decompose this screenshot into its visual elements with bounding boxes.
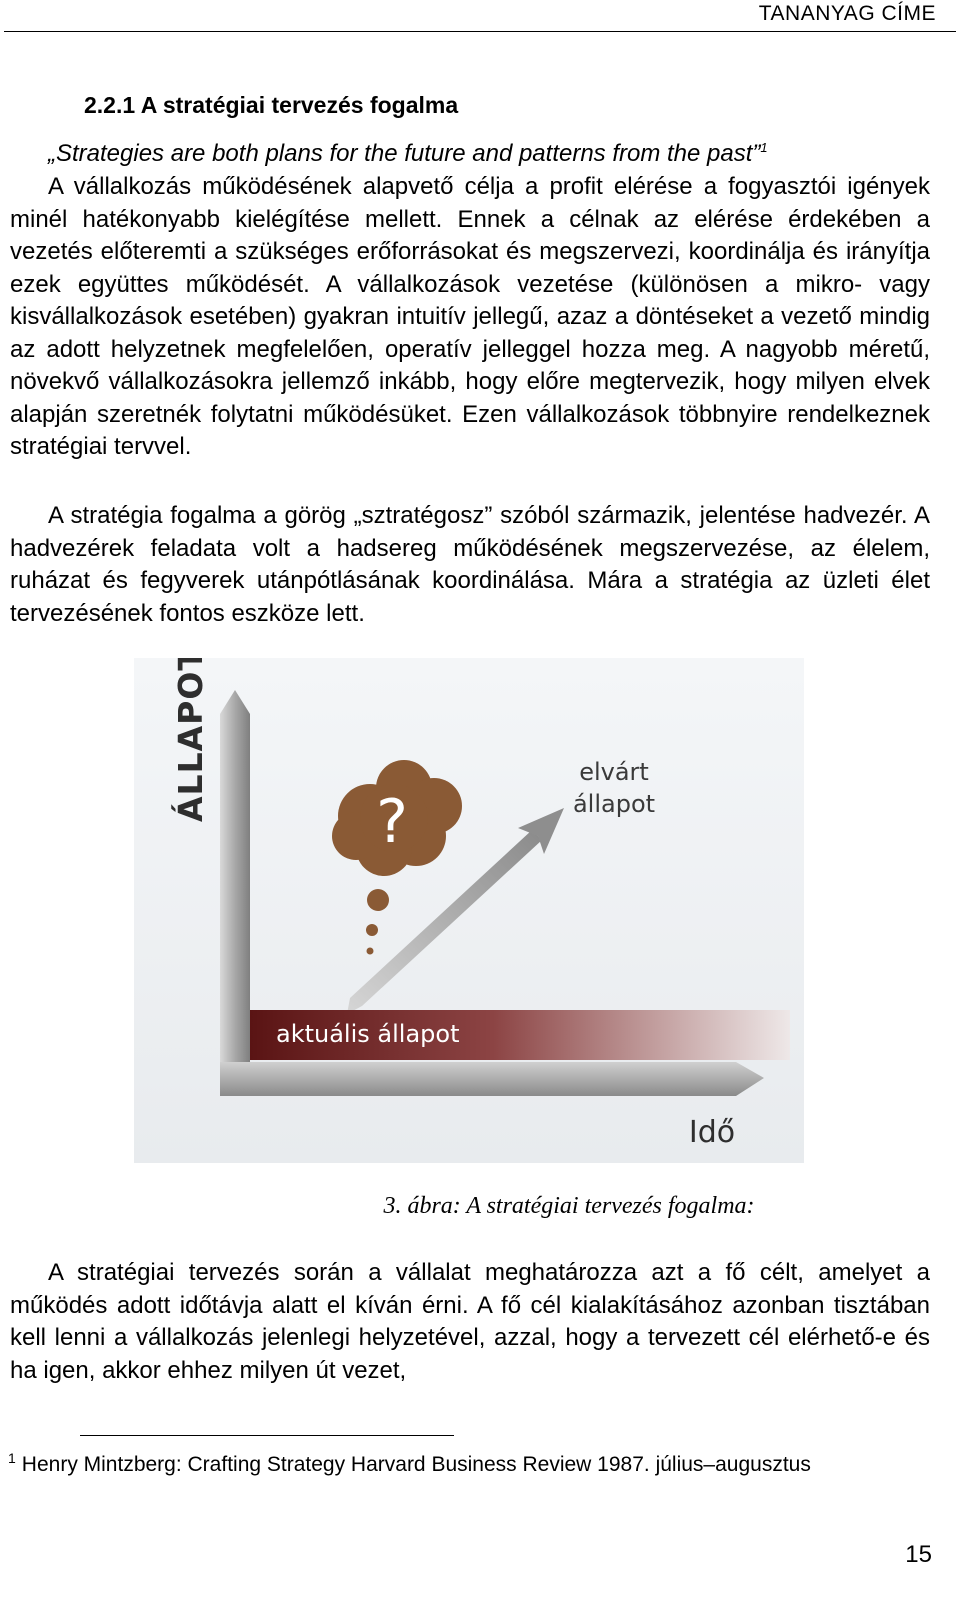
header-divider xyxy=(4,31,956,32)
target-state-label-line2: állapot xyxy=(572,790,656,818)
page-number: 15 xyxy=(905,1541,932,1568)
footnote-reference: 1 xyxy=(760,140,768,155)
figure-caption: 3. ábra: A stratégiai tervezés fogalma: xyxy=(383,1193,755,1219)
paragraph-intro-text: A vállalkozás működésének alapvető célja a profit elérése a fogyasztói igények minél hatékonyabb kielégítése mellett. Ennek a célnak az elérése érdekében a vezetés előteremti a szükséges erőforrásokat és megszervezi, koordinálja és irányítja ezek együttes működését. A vállalkozások vezetése (különösen a mikro- vagy kisvállalkozások esetében) gyakran intuitív jellegű, azaz a döntéseket a vezető mindig az adott helyzetnek megfelelően, operatív jelleggel hozza meg. A nagyobb méretű, növekvő vállalkozásokra jellemző inkább, hogy előre megtervezik, hogy milyen elvek alapján szeretnék folytatni működésüket. Ezen vállalkozások többnyire rendelkeznek stratégiai tervvel. xyxy=(10,173,930,460)
epigraph-quote xyxy=(48,140,768,168)
thought-bubble-small xyxy=(367,948,374,955)
strategy-figure xyxy=(134,658,804,1163)
thought-bubble-large xyxy=(367,889,389,911)
footnote-divider xyxy=(80,1435,454,1436)
paragraph-strategy-origin xyxy=(10,500,930,630)
strategy-diagram xyxy=(134,658,804,1163)
y-axis-label: ÁLLAPOT xyxy=(171,658,210,822)
footnote-number: 1 xyxy=(8,1450,16,1466)
section-heading: 2.2.1 A stratégiai tervezés fogalma xyxy=(84,92,459,118)
quote-text: „Strategies are both plans for the future and patterns from the past” xyxy=(48,140,761,167)
question-mark: ? xyxy=(376,787,408,857)
current-state-label: aktuális állapot xyxy=(276,1020,460,1048)
target-state-label-line1: elvárt xyxy=(579,758,649,786)
footnote xyxy=(8,1450,811,1477)
paragraph-strategy-origin-text: A stratégia fogalma a görög „sztratégosz” szóból származik, jelentése hadvezér. A hadvezérek feladata volt a hadsereg működésének megszervezése, az élelem, ruházat és fegyverek utánpótlásának koordinálása. Mára a stratégia az üzleti élet tervezésének fontos eszköze lett. xyxy=(10,502,930,627)
footnote-text: Henry Mintzberg: Crafting Strategy Harvard Business Review 1987. július–augusztus xyxy=(21,1453,811,1476)
x-axis-label: Idő xyxy=(688,1115,736,1150)
y-axis xyxy=(220,690,250,1080)
paragraph-intro xyxy=(10,171,930,464)
paragraph-planning-text: A stratégiai tervezés során a vállalat meghatározza azt a fő célt, amelyet a működés adott időtávja alatt el kíván érni. A fő cél kialakításához azonban tisztában kell lenni a vállalkozás jelenlegi helyzetével, azzal, hogy a tervezett cél elérhető-e és ha igen, akkor ehhez milyen út vezet, xyxy=(10,1259,930,1384)
x-axis xyxy=(220,1062,764,1096)
thought-bubble-medium xyxy=(366,924,378,936)
running-header: TANANYAG CÍME xyxy=(758,2,936,25)
paragraph-planning xyxy=(10,1257,930,1387)
